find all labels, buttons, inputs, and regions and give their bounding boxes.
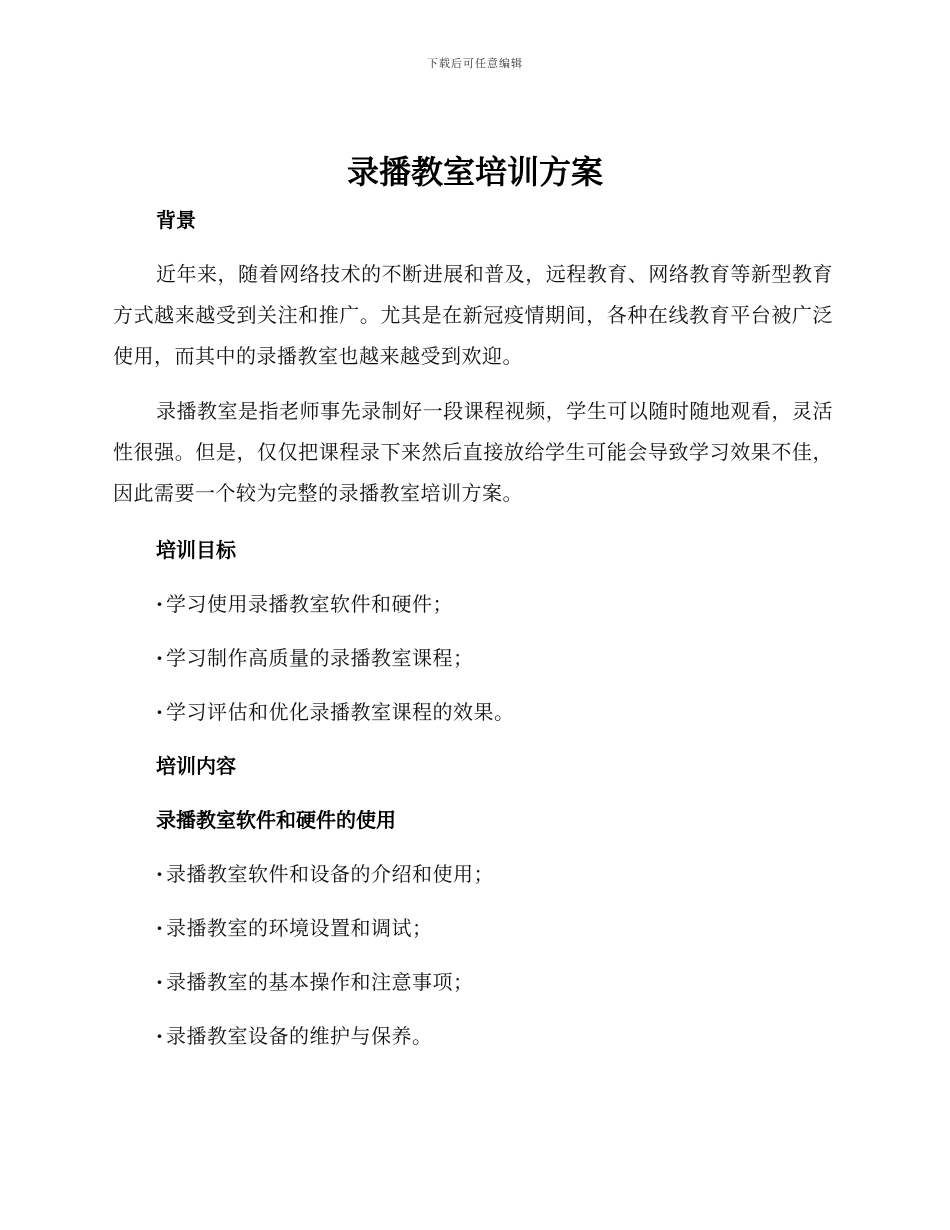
section-heading-content: 培训内容 [156,754,236,778]
paragraph-background-2: 录播教室是指老师事先录制好一段课程视频，学生可以随时随地观看，灵活性很强。但是，仅仅把课程录下来然后直接放给学生可能会导致学习效果不佳，因此需要一个较为完整的录播教室培训方案。 [113,399,833,505]
list-item-content-2 [113,908,833,948]
document-body [113,200,833,1056]
bullet-icon: · [156,970,164,994]
list-item-text: 学习制作高质量的录播教室课程； [166,646,474,670]
list-item-text: 录播教室的环境设置和调试； [166,916,433,940]
list-item-text: 录播教室的基本操作和注意事项； [166,970,474,994]
list-item-text: 学习使用录播教室软件和硬件； [166,592,453,616]
bullet-icon: · [156,592,164,616]
list-item-text: 录播教室设备的维护与保养。 [166,1024,433,1048]
list-item-goal-1 [113,584,833,624]
list-item-goal-3 [113,692,833,732]
bullet-icon: · [156,700,164,724]
document-title: 录播教室培训方案 [346,153,603,191]
header-note: 下载后可任意编辑 [427,57,523,70]
bullet-icon: · [156,1024,164,1048]
list-item-content-4 [113,1016,833,1056]
subsection-heading-software-hardware: 录播教室软件和硬件的使用 [156,808,396,832]
section-heading-background: 背景 [156,208,196,232]
bullet-icon: · [156,916,164,940]
paragraph-background-1: 近年来，随着网络技术的不断进展和普及，远程教育、网络教育等新型教育方式越来越受到关注和推广。尤其是在新冠疫情期间，各种在线教育平台被广泛使用，而其中的录播教室也越来越受到欢迎。 [113,262,833,368]
list-item-text: 学习评估和优化录播教室课程的效果。 [166,700,515,724]
list-item-content-3 [113,962,833,1002]
bullet-icon: · [156,646,164,670]
section-heading-goals: 培训目标 [156,538,236,562]
list-item-goal-2 [113,638,833,678]
list-item-text: 录播教室软件和设备的介绍和使用； [166,862,494,886]
bullet-icon: · [156,862,164,886]
list-item-content-1 [113,854,833,894]
